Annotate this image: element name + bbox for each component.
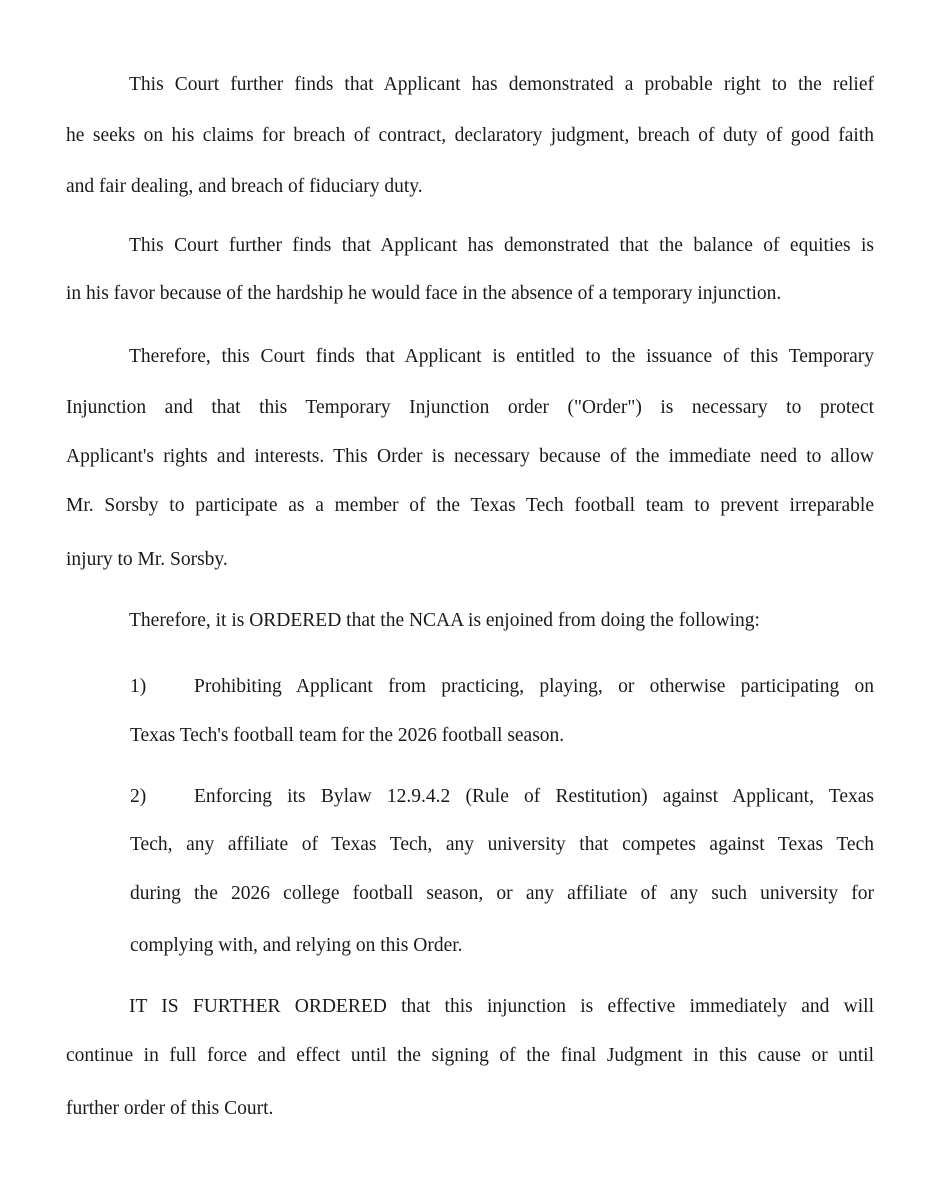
paragraph-3-line-2: Injunction and that this Temporary Injunction order ("Order") is necessary to protect <box>66 397 874 418</box>
list-item-2-line-4: complying with, and relying on this Order. <box>130 935 463 956</box>
list-item-1-line-1: Prohibiting Applicant from practicing, playing, or otherwise participating on <box>194 676 874 697</box>
paragraph-2-line-2: in his favor because of the hardship he would face in the absence of a temporary injunction. <box>66 283 782 304</box>
paragraph-3-line-4: Mr. Sorsby to participate as a member of the Texas Tech football team to prevent irreparable <box>66 495 874 516</box>
list-item-1 <box>130 677 874 697</box>
list-item-2-number: 2) <box>130 786 147 807</box>
list-item-2-line-3: during the 2026 college football season, or any affiliate of any such university for <box>130 883 874 904</box>
paragraph-5-line-1: IT IS FURTHER ORDERED that this injunction is effective immediately and will <box>129 996 874 1017</box>
list-item-1-number: 1) <box>130 676 147 697</box>
paragraph-5-line-2: continue in full force and effect until the signing of the final Judgment in this cause or until <box>66 1045 874 1066</box>
paragraph-1-line-2: he seeks on his claims for breach of contract, declaratory judgment, breach of duty of good faith <box>66 125 874 146</box>
paragraph-2-line-1: This Court further finds that Applicant has demonstrated that the balance of equities is <box>129 235 874 256</box>
paragraph-1-line-1: This Court further finds that Applicant has demonstrated a probable right to the relief <box>129 74 874 95</box>
paragraph-3-line-3: Applicant's rights and interests. This Order is necessary because of the immediate need to allow <box>66 446 874 467</box>
paragraph-3-line-5: injury to Mr. Sorsby. <box>66 549 228 570</box>
paragraph-5-line-3: further order of this Court. <box>66 1098 274 1119</box>
list-item-1-line-2: Texas Tech's football team for the 2026 football season. <box>130 725 565 746</box>
list-item-2-line-1: Enforcing its Bylaw 12.9.4.2 (Rule of Restitution) against Applicant, Texas <box>194 786 874 807</box>
paragraph-3-line-1: Therefore, this Court finds that Applicant is entitled to the issuance of this Temporary <box>129 346 874 367</box>
paragraph-1-line-3: and fair dealing, and breach of fiduciary duty. <box>66 176 423 197</box>
paragraph-4-line-1: Therefore, it is ORDERED that the NCAA is enjoined from doing the following: <box>129 610 760 631</box>
list-item-2-line-2: Tech, any affiliate of Texas Tech, any university that competes against Texas Tech <box>130 834 874 855</box>
list-item-2 <box>130 787 874 807</box>
